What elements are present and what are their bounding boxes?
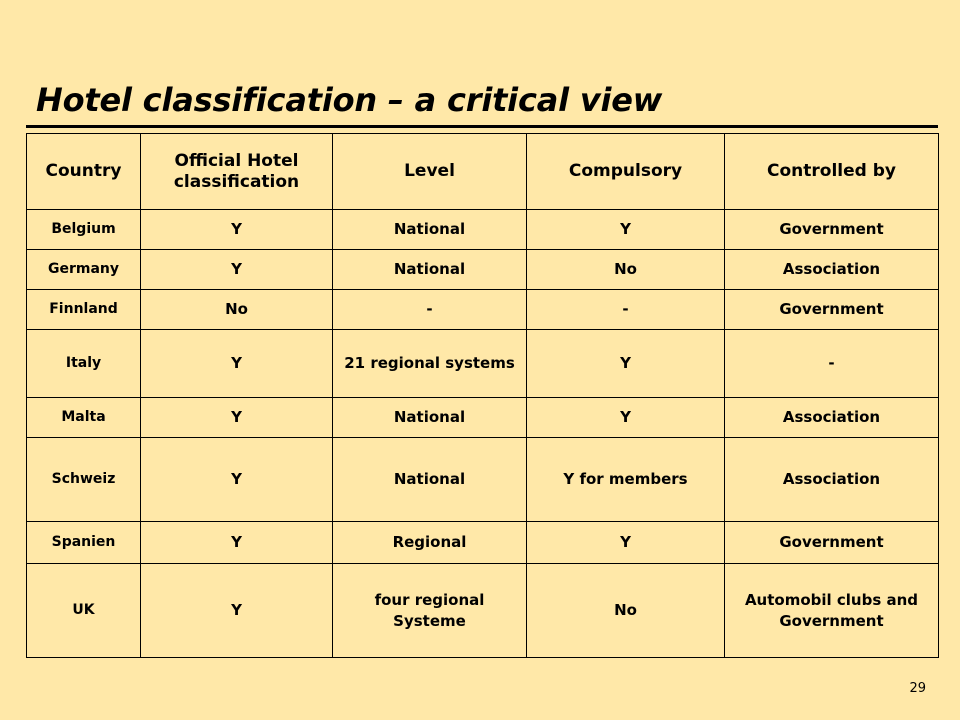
cell-controlled-by: Association bbox=[725, 438, 939, 522]
slide-title: Hotel classification – a critical view bbox=[36, 81, 663, 119]
cell-compulsory: Y bbox=[527, 210, 725, 250]
cell-country: Spanien bbox=[27, 522, 141, 564]
cell-compulsory: - bbox=[527, 290, 725, 330]
title-underline bbox=[26, 125, 938, 128]
cell-official: Y bbox=[141, 398, 333, 438]
header-compulsory: Compulsory bbox=[527, 134, 725, 210]
table-row bbox=[27, 438, 939, 522]
cell-controlled-by: - bbox=[725, 330, 939, 398]
cell-official: Y bbox=[141, 330, 333, 398]
table-row bbox=[27, 522, 939, 564]
cell-controlled-by: Government bbox=[725, 522, 939, 564]
header-level: Level bbox=[333, 134, 527, 210]
cell-controlled-by: Association bbox=[725, 398, 939, 438]
cell-controlled-by: Automobil clubs and Government bbox=[725, 564, 939, 658]
header-controlled-by: Controlled by bbox=[725, 134, 939, 210]
cell-compulsory: Y bbox=[527, 522, 725, 564]
cell-country: Italy bbox=[27, 330, 141, 398]
cell-level: four regional Systeme bbox=[333, 564, 527, 658]
table-row bbox=[27, 330, 939, 398]
cell-compulsory: Y bbox=[527, 330, 725, 398]
table-row bbox=[27, 290, 939, 330]
cell-official: Y bbox=[141, 564, 333, 658]
cell-official: Y bbox=[141, 210, 333, 250]
cell-controlled-by: Association bbox=[725, 250, 939, 290]
cell-official: Y bbox=[141, 250, 333, 290]
cell-level: National bbox=[333, 210, 527, 250]
cell-official: No bbox=[141, 290, 333, 330]
table-row bbox=[27, 210, 939, 250]
cell-level: 21 regional systems bbox=[333, 330, 527, 398]
cell-level: Regional bbox=[333, 522, 527, 564]
table-row bbox=[27, 564, 939, 658]
cell-compulsory: No bbox=[527, 250, 725, 290]
page-number: 29 bbox=[909, 681, 926, 696]
cell-compulsory: Y bbox=[527, 398, 725, 438]
cell-country: Malta bbox=[27, 398, 141, 438]
cell-official: Y bbox=[141, 438, 333, 522]
cell-controlled-by: Government bbox=[725, 210, 939, 250]
hotel-classification-table bbox=[26, 133, 939, 658]
classification-table-container bbox=[26, 133, 938, 658]
table-header-row bbox=[27, 134, 939, 210]
cell-country: Finnland bbox=[27, 290, 141, 330]
cell-level: - bbox=[333, 290, 527, 330]
cell-country: Schweiz bbox=[27, 438, 141, 522]
cell-country: Belgium bbox=[27, 210, 141, 250]
header-official-classification: Official Hotel classification bbox=[141, 134, 333, 210]
cell-compulsory: No bbox=[527, 564, 725, 658]
cell-country: UK bbox=[27, 564, 141, 658]
cell-level: National bbox=[333, 250, 527, 290]
cell-level: National bbox=[333, 438, 527, 522]
cell-official: Y bbox=[141, 522, 333, 564]
cell-controlled-by: Government bbox=[725, 290, 939, 330]
cell-compulsory: Y for members bbox=[527, 438, 725, 522]
cell-country: Germany bbox=[27, 250, 141, 290]
table-row bbox=[27, 398, 939, 438]
header-country: Country bbox=[27, 134, 141, 210]
cell-level: National bbox=[333, 398, 527, 438]
table-row bbox=[27, 250, 939, 290]
